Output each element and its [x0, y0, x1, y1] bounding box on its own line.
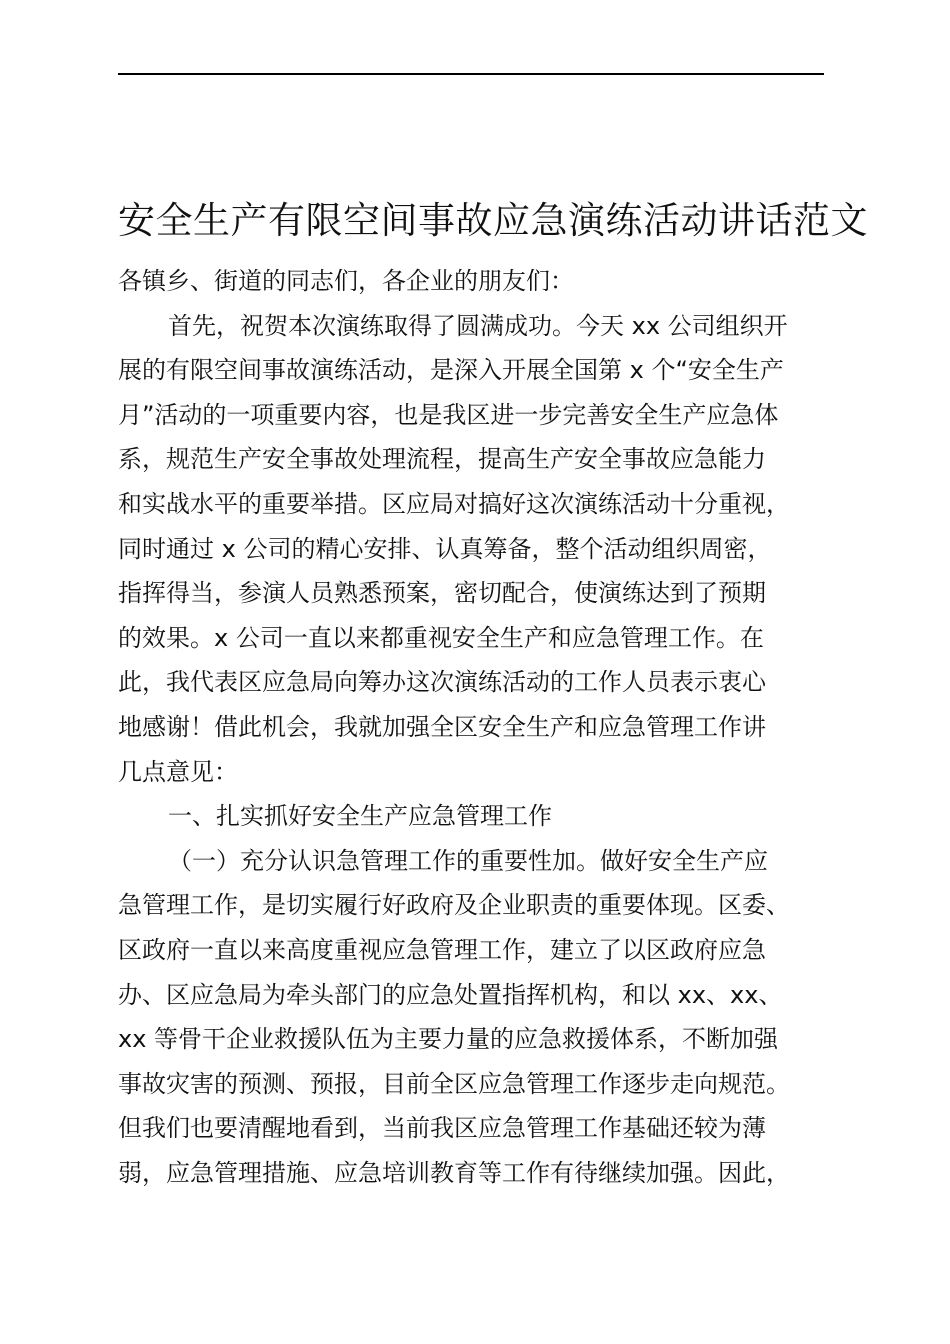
paragraph-line: 展的有限空间事故演练活动，是深入开展全国第 x 个“安全生产 [118, 356, 784, 385]
header-rule [118, 73, 824, 75]
paragraph-line: 办、区应急局为牵头部门的应急处置指挥机构，和以 xx、xx、 [118, 980, 783, 1009]
paragraph-line: 地感谢！借此机会，我就加强全区安全生产和应急管理工作讲 [118, 712, 766, 741]
paragraph-line: 区政府一直以来高度重视应急管理工作，建立了以区政府应急 [118, 935, 766, 964]
section-heading: 一、扎实抓好安全生产应急管理工作 [168, 802, 552, 831]
paragraph-line: 弱，应急管理措施、应急培训教育等工作有待继续加强。因此， [118, 1158, 790, 1187]
paragraph-line: 几点意见： [118, 757, 238, 786]
document-body [118, 259, 828, 1195]
document-title: 安全生产有限空间事故应急演练活动讲话范文 [118, 199, 868, 242]
paragraph-line: （一）充分认识急管理工作的重要性加。做好安全生产应 [168, 846, 768, 875]
paragraph-line: 的效果。x 公司一直以来都重视安全生产和应急管理工作。在 [118, 623, 764, 652]
paragraph-line: 但我们也要清醒地看到，当前我区应急管理工作基础还较为薄 [118, 1114, 766, 1143]
paragraph-line: 指挥得当，参演人员熟悉预案，密切配合，使演练达到了预期 [118, 579, 766, 608]
paragraph-line: 此，我代表区应急局向筹办这次演练活动的工作人员表示衷心 [118, 668, 766, 697]
paragraph-line: 系，规范生产安全事故处理流程，提高生产安全事故应急能力 [118, 445, 766, 474]
paragraph-line: 和实战水平的重要举措。区应局对搞好这次演练活动十分重视， [118, 489, 790, 518]
paragraph-line: 首先，祝贺本次演练取得了圆满成功。今天 xx 公司组织开 [168, 311, 788, 340]
paragraph-line: 急管理工作，是切实履行好政府及企业职责的重要体现。区委、 [118, 891, 790, 920]
paragraph-line: 月”活动的一项重要内容，也是我区进一步完善安全生产应急体 [118, 400, 779, 429]
paragraph-line: xx 等骨干企业救援队伍为主要力量的应急救援体系，不断加强 [118, 1025, 779, 1054]
paragraph-line: 事故灾害的预测、预报，目前全区应急管理工作逐步走向规范。 [118, 1069, 790, 1098]
salutation: 各镇乡、街道的同志们，各企业的朋友们： [118, 267, 574, 295]
paragraph-line: 同时通过 x 公司的精心安排、认真筹备，整个活动组织周密， [118, 534, 772, 563]
